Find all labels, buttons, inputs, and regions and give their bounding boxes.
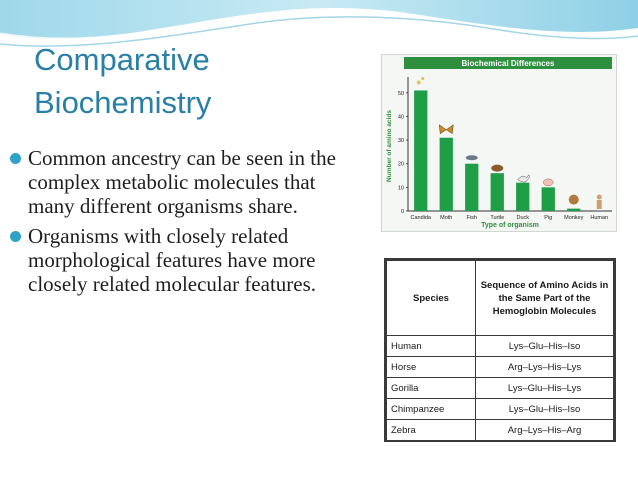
duck-icon — [518, 175, 530, 183]
y-tick-label: 50 — [397, 90, 404, 97]
y-tick-label: 10 — [397, 185, 404, 192]
table-row — [387, 378, 614, 399]
bullet-icon — [10, 153, 21, 164]
x-tick-label: Turtle — [490, 215, 505, 221]
bar-turtle — [491, 173, 504, 211]
x-tick-label: Monkey — [564, 215, 584, 221]
bar-duck — [516, 183, 529, 211]
y-tick-label: 40 — [397, 114, 404, 121]
human-icon — [597, 195, 602, 200]
hemoglobin-table — [386, 260, 614, 441]
x-tick-label: Pig — [544, 215, 553, 221]
turtle-icon — [491, 165, 503, 172]
chart-title: Biochemical Differences — [461, 59, 555, 68]
sequence-cell: Arg–Lys–His–Lys — [476, 357, 614, 378]
species-cell: Zebra — [387, 420, 476, 441]
x-axis-label: Type of organism — [481, 222, 539, 229]
bullet-item — [10, 224, 360, 296]
slide-title-line: Biochemistry — [34, 85, 212, 120]
species-cell: Human — [387, 336, 476, 357]
biochemical-differences-chart — [381, 54, 617, 232]
species-cell: Gorilla — [387, 378, 476, 399]
human-body-icon — [597, 200, 602, 209]
species-cell: Chimpanzee — [387, 399, 476, 420]
species-cell: Horse — [387, 357, 476, 378]
x-tick-label: Duck — [516, 215, 530, 221]
candida-icon — [421, 77, 424, 80]
bullet-item — [10, 146, 360, 218]
bullet-icon — [10, 231, 21, 242]
bar-pig — [542, 187, 555, 211]
table-row — [387, 336, 614, 357]
pig-icon — [543, 179, 553, 186]
table-row — [387, 357, 614, 378]
fish-icon — [466, 155, 478, 160]
species-column-header: Species — [387, 261, 476, 336]
bar-moth — [440, 138, 453, 211]
y-axis-label: Number of amino acids — [386, 110, 393, 182]
x-tick-label: Candida — [410, 215, 431, 221]
slide-title — [34, 38, 364, 124]
x-tick-label: Fish — [466, 215, 477, 221]
table-header-row — [387, 261, 614, 336]
bar-monkey — [567, 209, 580, 211]
sequence-cell: Arg–Lys–His–Arg — [476, 420, 614, 441]
sequence-cell: Lys–Glu–His–Iso — [476, 336, 614, 357]
x-tick-label: Moth — [440, 215, 453, 221]
sequence-cell: Lys–Glu–His–Iso — [476, 399, 614, 420]
bar-candida — [414, 90, 427, 211]
bullet-text: Organisms with closely related morphological features have more closely related molecular features. — [28, 224, 317, 296]
chart-canvas — [382, 55, 616, 231]
x-tick-label: Human — [590, 215, 609, 221]
sequence-cell: Lys–Glu–His–Lys — [476, 378, 614, 399]
bullet-list — [10, 146, 360, 302]
bullet-text: Common ancestry can be seen in the complex metabolic molecules that many different organisms share. — [28, 146, 336, 218]
hemoglobin-table-frame — [384, 258, 616, 442]
moth-icon — [439, 125, 453, 134]
y-tick-label: 30 — [397, 138, 404, 145]
y-tick-label: 0 — [400, 209, 404, 215]
table-row — [387, 399, 614, 420]
y-tick-label: 20 — [397, 161, 404, 168]
monkey-icon — [569, 195, 579, 205]
bar-fish — [465, 164, 478, 211]
slide-title-line: Comparative — [34, 42, 210, 77]
sequence-column-header: Sequence of Amino Acids in the Same Part of the Hemoglobin Molecules — [476, 261, 614, 336]
candida-icon — [417, 80, 421, 84]
table-row — [387, 420, 614, 441]
